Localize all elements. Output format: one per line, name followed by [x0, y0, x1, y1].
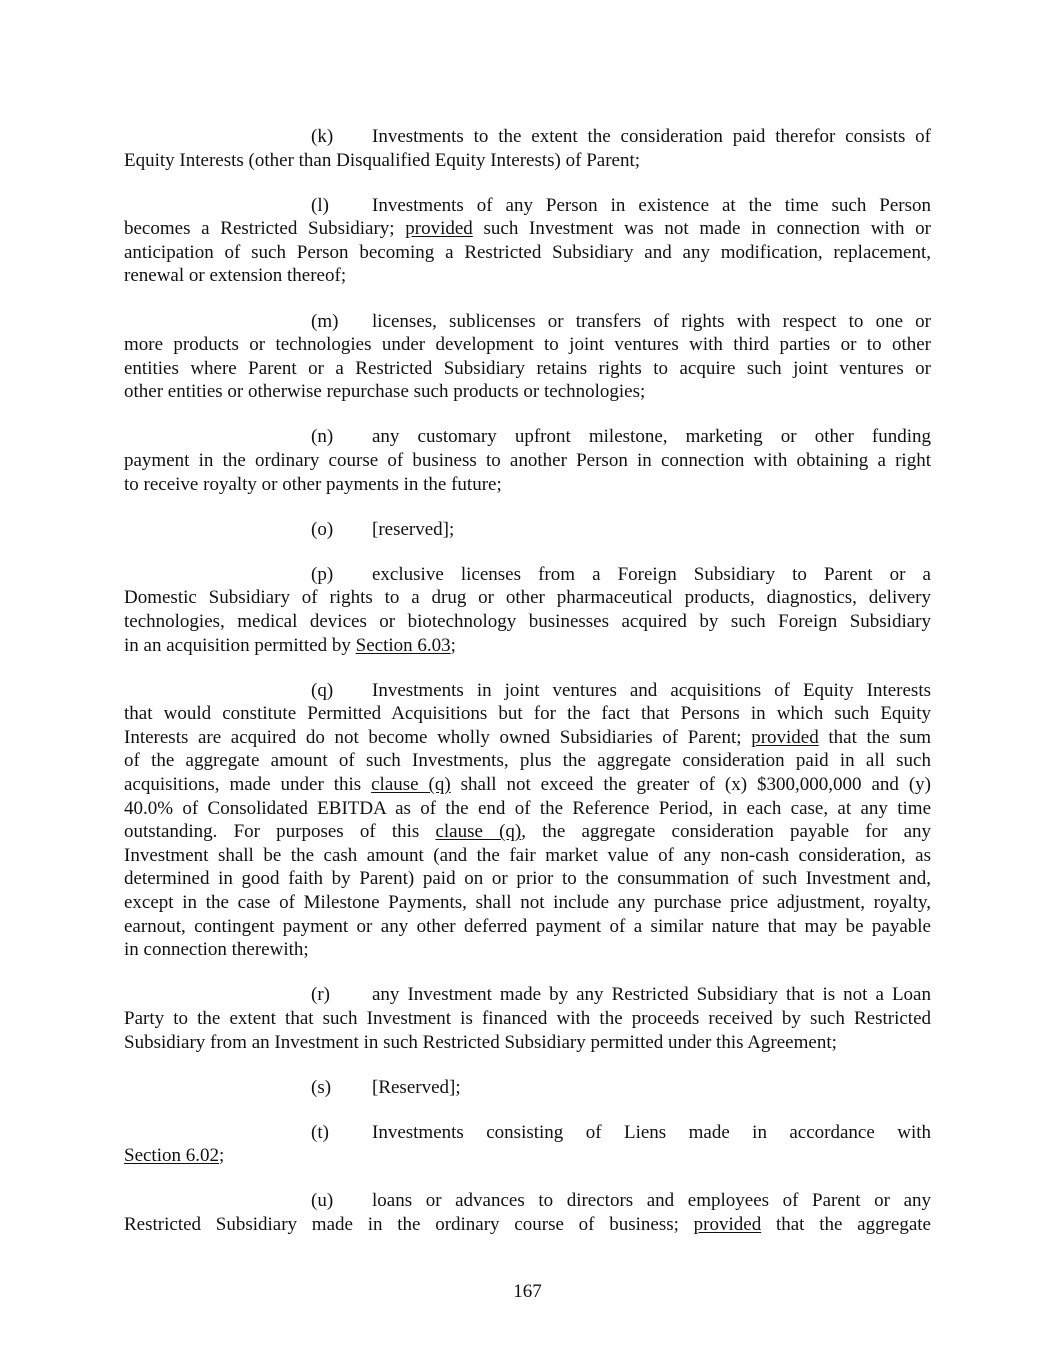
underlined-term: clause (q) [435, 821, 522, 843]
text-line [124, 380, 931, 404]
text-line [124, 425, 931, 449]
text-segment: technologies, medical devices or biotechnology businesses acquired by such Foreign Subsidiary [124, 611, 931, 632]
text-segment: that the aggregate [761, 1213, 931, 1235]
text-line [124, 844, 931, 868]
text-line [124, 194, 931, 218]
text-segment: licenses, sublicenses or transfers of rights with respect to one or [372, 310, 931, 332]
text-segment: outstanding. For purposes of this [124, 821, 436, 843]
text-line [124, 634, 931, 658]
text-line [124, 679, 931, 703]
text-line [124, 333, 931, 357]
clause-paragraph [124, 310, 931, 404]
text-segment: Investments consisting of Liens made in accordance with [372, 1121, 931, 1143]
text-segment: other entities or otherwise repurchase such products or technologies; [124, 381, 646, 403]
text-line [124, 125, 931, 149]
text-line [124, 867, 931, 891]
text-segment: more products or technologies under development to joint ventures with third parties or to other [124, 334, 931, 356]
text-line [124, 1121, 931, 1145]
text-segment: except in the case of Milestone Payments, shall not include any purchase price adjustment, royalty, [124, 892, 931, 914]
text-segment: Investments in joint ventures and acquisitions of Equity Interests [372, 679, 931, 701]
text-segment: 40.0% of Consolidated EBITDA as of the end of the Reference Period, in each case, at any time [124, 797, 931, 819]
text-line [124, 749, 931, 773]
text-line [124, 891, 931, 915]
text-line [124, 241, 931, 265]
underlined-term: provided [751, 726, 819, 748]
text-segment: shall not exceed the greater of (x) $300,000,000 and (y) [450, 774, 931, 796]
text-segment: that would constitute Permitted Acquisitions but for the fact that Persons in which such Equity [124, 703, 931, 725]
underlined-term: provided [693, 1213, 762, 1235]
text-segment: determined in good faith by Parent) paid on or prior to the consummation of such Investment and, [124, 868, 931, 890]
clause-paragraph [124, 1076, 931, 1100]
text-segment: Interests are acquired do not become wholly owned Subsidiaries of Parent; [124, 726, 752, 748]
text-segment: exclusive licenses from a Foreign Subsidiary to Parent or a [372, 563, 931, 585]
text-line [124, 217, 931, 241]
clause-label: (k) [311, 126, 334, 147]
text-line [124, 563, 931, 587]
text-segment: Investments to the extent the consideration paid therefor consists of [372, 126, 931, 147]
text-line [124, 797, 931, 821]
text-line [124, 726, 931, 750]
text-line [124, 1213, 931, 1237]
clause-label: (q) [311, 679, 334, 701]
text-segment: [reserved]; [372, 518, 455, 540]
clause-paragraph [124, 679, 931, 962]
clause-paragraph [124, 1189, 931, 1236]
text-line [124, 773, 931, 797]
clause-label: (o) [311, 518, 334, 540]
text-segment: such Investment was not made in connection with or [472, 218, 931, 240]
text-line [124, 586, 931, 610]
text-segment: Party to the extent that such Investment is financed with the proceeds received by such Restricted [124, 1007, 931, 1029]
text-segment: renewal or extension thereof; [124, 265, 347, 287]
clause-label: (s) [311, 1076, 332, 1098]
text-segment: payment in the ordinary course of business to another Person in connection with obtaining a right [124, 450, 931, 472]
clause-label: (p) [311, 563, 334, 585]
text-segment: Restricted Subsidiary made in the ordinary course of business; [124, 1213, 694, 1235]
text-line [124, 1076, 931, 1100]
text-line [124, 820, 931, 844]
text-line [124, 938, 931, 962]
underlined-term: Section 6.02 [124, 1145, 219, 1167]
underlined-term: provided [405, 218, 473, 240]
text-line [124, 1144, 931, 1168]
clause-label: (n) [311, 426, 334, 448]
text-segment: becomes a Restricted Subsidiary; [124, 218, 406, 240]
text-segment: any customary upfront milestone, marketing or other funding [372, 426, 931, 448]
text-segment: anticipation of such Person becoming a Restricted Subsidiary and any modification, replacement, [124, 241, 931, 263]
text-segment: , the aggregate consideration payable for any [521, 821, 932, 843]
clause-paragraph [124, 1121, 931, 1168]
text-segment: Investments of any Person in existence at the time such Person [372, 194, 931, 216]
clause-label: (r) [311, 984, 330, 1006]
text-segment: Subsidiary from an Investment in such Restricted Subsidiary permitted under this Agreement; [124, 1031, 837, 1053]
clause-label: (u) [311, 1190, 334, 1212]
clause-paragraph [124, 518, 931, 542]
text-line [124, 610, 931, 634]
text-line [124, 473, 931, 497]
text-segment: in connection therewith; [124, 939, 309, 961]
text-line [124, 310, 931, 334]
page-number: 167 [513, 1281, 542, 1302]
text-line [124, 449, 931, 473]
text-segment: ; [219, 1145, 225, 1167]
document-body [124, 125, 931, 1258]
text-segment: entities where Parent or a Restricted Subsidiary retains rights to acquire such joint ventures or [124, 357, 931, 379]
text-line [124, 149, 931, 173]
text-segment: loans or advances to directors and employees of Parent or any [372, 1190, 931, 1212]
clause-paragraph [124, 983, 931, 1054]
clause-paragraph [124, 194, 931, 288]
text-segment: Domestic Subsidiary of rights to a drug or other pharmaceutical products, diagnostics, delivery [124, 587, 931, 609]
text-segment: that the sum [818, 726, 931, 748]
text-segment: ; [450, 634, 456, 656]
text-segment: Equity Interests (other than Disqualified Equity Interests) of Parent; [124, 149, 641, 171]
text-line [124, 1189, 931, 1213]
underlined-term: Section 6.03 [355, 634, 451, 656]
text-line [124, 1031, 931, 1055]
text-segment: Investment shall be the cash amount (and the fair market value of any non-cash consideration, as [124, 844, 931, 866]
text-segment: [Reserved]; [372, 1076, 461, 1098]
text-line [124, 518, 931, 542]
underlined-term: clause (q) [371, 774, 451, 796]
text-line [124, 983, 931, 1007]
clause-label: (l) [311, 194, 329, 216]
text-segment: acquisitions, made under this [124, 774, 372, 796]
clause-label: (t) [311, 1121, 329, 1143]
text-line [124, 1007, 931, 1031]
clause-paragraph [124, 563, 931, 657]
clause-label: (m) [311, 310, 339, 332]
text-line [124, 357, 931, 381]
text-line [124, 702, 931, 726]
text-line [124, 264, 931, 288]
text-segment: in an acquisition permitted by [124, 634, 356, 656]
clause-paragraph [124, 125, 931, 172]
clause-paragraph [124, 425, 931, 496]
text-segment: of the aggregate amount of such Investments, plus the aggregate consideration paid in all such [124, 750, 931, 772]
text-segment: earnout, contingent payment or any other deferred payment of a similar nature that may be payable [124, 915, 931, 937]
text-segment: to receive royalty or other payments in the future; [124, 473, 502, 495]
text-line [124, 915, 931, 939]
text-segment: any Investment made by any Restricted Subsidiary that is not a Loan [372, 984, 931, 1006]
